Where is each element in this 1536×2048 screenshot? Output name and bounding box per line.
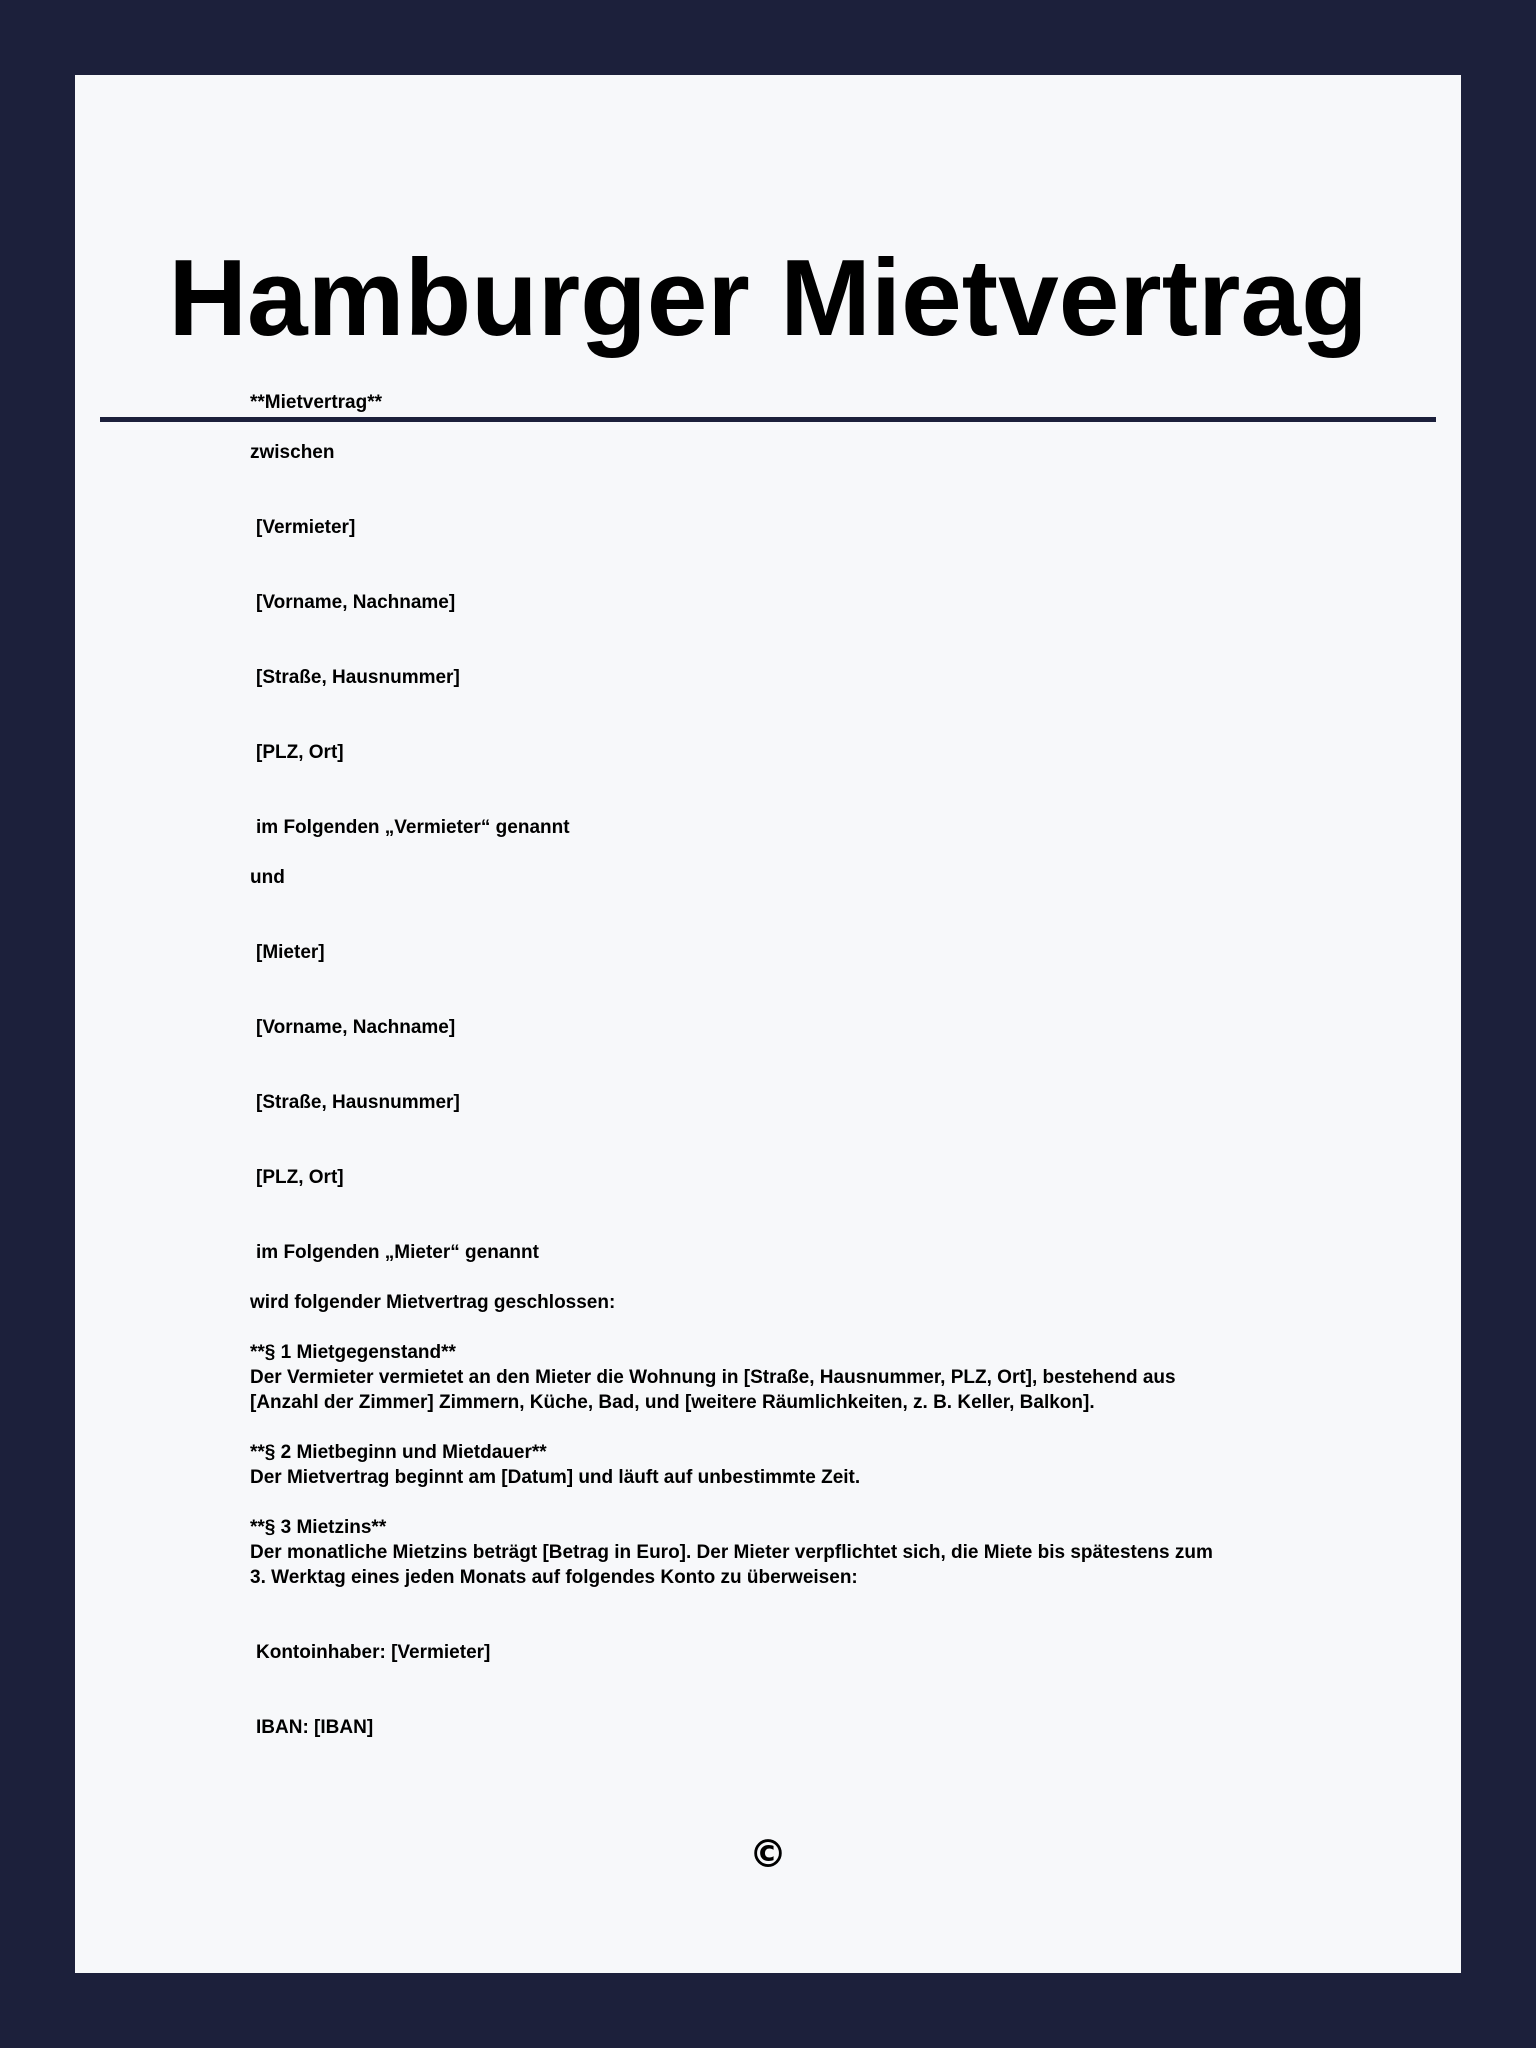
account-holder: Kontoinhaber: [Vermieter] [256,1642,491,1663]
document-page [75,75,1461,1973]
section-1-text-line-1: Der Vermieter vermietet an den Mieter die Wohnung in [Straße, Hausnummer, PLZ, Ort], bestehend aus [250,1367,1176,1388]
landlord-street-placeholder: [Straße, Hausnummer] [256,667,460,688]
text-zwischen: zwischen [250,442,335,463]
tenant-designation: im Folgenden „Mieter“ genannt [256,1242,539,1263]
iban: IBAN: [IBAN] [256,1717,374,1738]
section-2-text: Der Mietvertrag beginnt am [Datum] und läuft auf unbestimmte Zeit. [250,1467,861,1488]
landlord-label: [Vermieter] [256,517,356,538]
section-1-text-line-2: [Anzahl der Zimmer] Zimmern, Küche, Bad, und [weitere Räumlichkeiten, z. B. Keller, Balkon]. [250,1392,1095,1413]
section-3-heading: **§ 3 Mietzins** [250,1517,387,1538]
document-title: Hamburger Mietvertrag [168,237,1368,359]
copyright-icon: © [749,1832,787,1876]
landlord-designation: im Folgenden „Vermieter“ genannt [256,817,570,838]
title-divider [100,417,1436,422]
tenant-city-placeholder: [PLZ, Ort] [256,1167,344,1188]
tenant-street-placeholder: [Straße, Hausnummer] [256,1092,460,1113]
section-3-text-line-1: Der monatliche Mietzins beträgt [Betrag in Euro]. Der Mieter verpflichtet sich, die Miete bis spätestens zum [250,1542,1213,1563]
tenant-label: [Mieter] [256,942,325,963]
contract-intro: wird folgender Mietvertrag geschlossen: [250,1292,616,1313]
tenant-name-placeholder: [Vorname, Nachname] [256,1017,456,1038]
heading-mietvertrag: **Mietvertrag** [250,392,382,413]
section-2-heading: **§ 2 Mietbeginn und Mietdauer** [250,1442,547,1463]
section-3-text-line-2: 3. Werktag eines jeden Monats auf folgendes Konto zu überweisen: [250,1567,858,1588]
landlord-name-placeholder: [Vorname, Nachname] [256,592,456,613]
section-1-heading: **§ 1 Mietgegenstand** [250,1342,456,1363]
text-und: und [250,867,285,888]
landlord-city-placeholder: [PLZ, Ort] [256,742,344,763]
